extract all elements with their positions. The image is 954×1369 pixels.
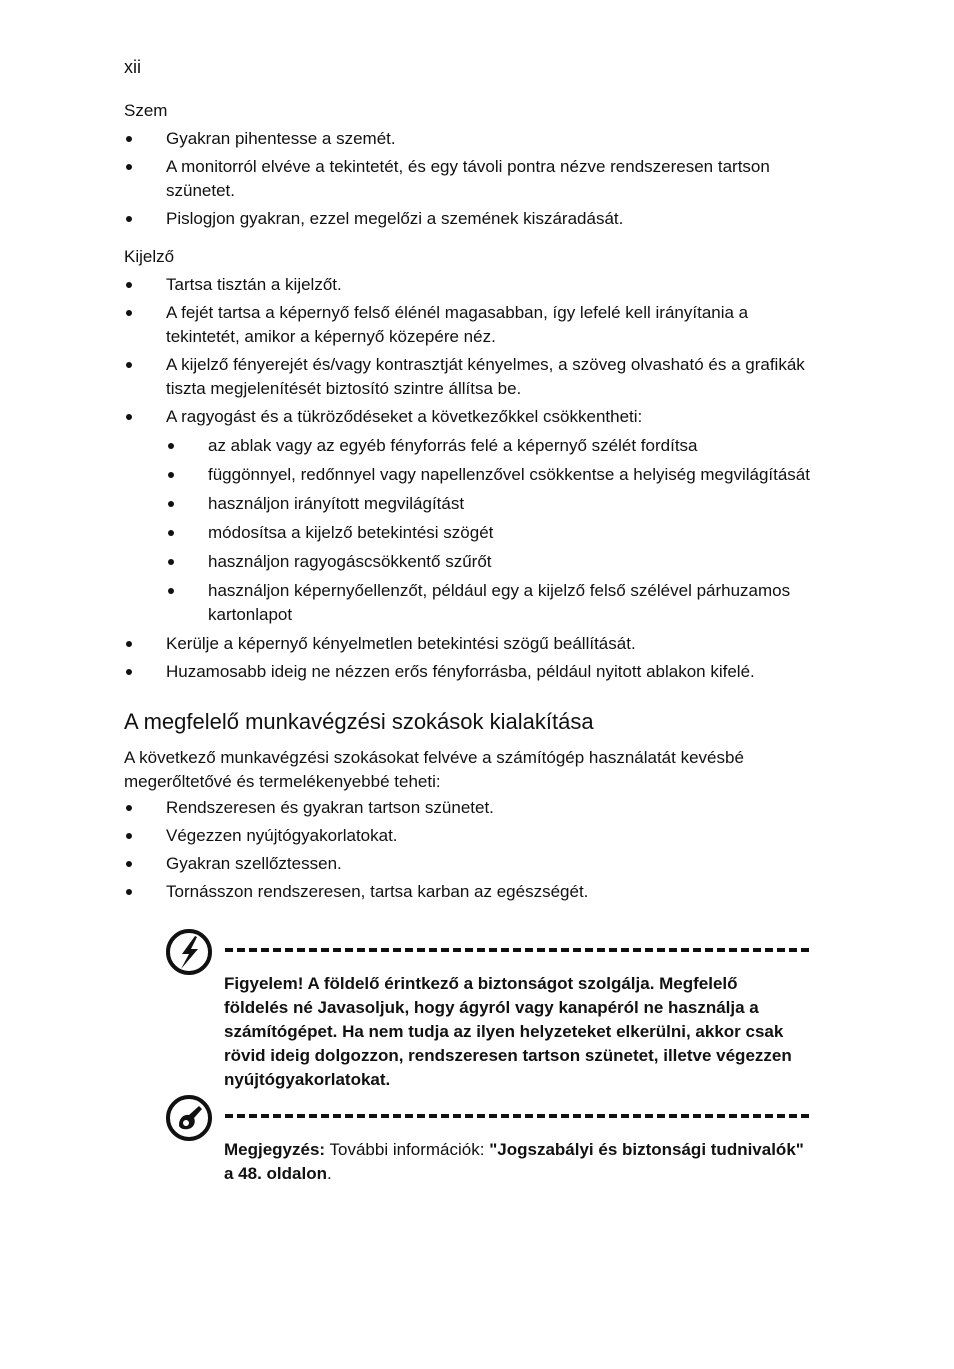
sublist-item: módosítsa a kijelző betekintési szögét <box>166 521 814 545</box>
note-end: . <box>326 1164 332 1183</box>
sublist-item: használjon képernyőellenzőt, például egy a kijelző felső szélével párhuzamos kartonlapot <box>166 579 814 627</box>
eye-list <box>124 127 814 231</box>
list-item: Gyakran pihentesse a szemét. <box>124 127 814 151</box>
display-list <box>124 273 814 684</box>
list-item: Pislogjon gyakran, ezzel megelőzi a szemének kiszáradását. <box>124 207 814 231</box>
sublist-item: használjon ragyogáscsökkentő szűrőt <box>166 550 814 574</box>
note-reference: "Jogszabályi és biztonsági tudnivalók" a 48. oldalon <box>224 1140 804 1183</box>
list-item: Huzamosabb ideig ne nézzen erős fényforrásba, például nyitott ablakon kifelé. <box>124 660 814 684</box>
divider <box>225 1114 809 1118</box>
page-number: xii <box>124 57 141 77</box>
list-item: Tornásszon rendszeresen, tartsa karban az egészségét. <box>124 880 814 904</box>
note-hand-icon <box>165 1094 213 1142</box>
list-item: A monitorról elvéve a tekintetét, és egy távoli pontra nézve rendszeresen tartson szünetet. <box>124 155 814 203</box>
section-title: A megfelelő munkavégzési szokások kialakítása <box>124 709 594 734</box>
main-content <box>124 99 814 908</box>
display-heading: Kijelző <box>124 247 175 266</box>
list-item-text: A ragyogást és a tükröződéseket a következőkkel csökkentheti: <box>166 407 643 426</box>
section-intro: A következő munkavégzési szokásokat felvéve a számítógép használatát kevésbé megerőltetővé és termelékenyebbé teheti: <box>124 748 744 791</box>
habits-list <box>124 796 814 904</box>
note-body: További információk: <box>325 1140 490 1159</box>
list-item: A fejét tartsa a képernyő felső élénél magasabban, így lefelé kell irányítania a tekintetét, amikor a képernyő közepére néz. <box>124 301 814 349</box>
warning-box <box>165 928 815 1093</box>
warning-lightning-icon <box>165 928 213 976</box>
divider <box>225 948 809 952</box>
note-box <box>165 1094 815 1194</box>
eye-heading: Szem <box>124 101 168 120</box>
list-item: Tartsa tisztán a kijelzőt. <box>124 273 814 297</box>
list-item: Végezzen nyújtógyakorlatokat. <box>124 824 814 848</box>
sublist-item: függönnyel, redőnnyel vagy napellenzővel csökkentse a helyiség megvilágítását <box>166 463 814 487</box>
glare-sublist <box>166 434 814 627</box>
list-item-with-sublist <box>124 405 814 627</box>
list-item: Rendszeresen és gyakran tartson szünetet. <box>124 796 814 820</box>
note-text <box>224 1138 804 1186</box>
sublist-item: használjon irányított megvilágítást <box>166 492 814 516</box>
note-label: Megjegyzés: <box>224 1140 326 1159</box>
warning-text: Figyelem! A földelő érintkező a biztonságot szolgálja. Megfelelő földelés né Javasoljuk, hogy ágyról vagy kanapéról ne használja a számítógépet. Ha nem tudja az ilyen helyzeteket elkerülni, akkor csak rövid ideig dolgozzon, rendszeresen tartson szünetet, illetve végezzen nyújtógyakorlatokat. <box>224 974 792 1089</box>
list-item: Kerülje a képernyő kényelmetlen betekintési szögű beállítását. <box>124 632 814 656</box>
sublist-item: az ablak vagy az egyéb fényforrás felé a képernyő szélét fordítsa <box>166 434 814 458</box>
list-item: Gyakran szellőztessen. <box>124 852 814 876</box>
list-item: A kijelző fényerejét és/vagy kontrasztját kényelmes, a szöveg olvasható és a grafikák tiszta megjelenítését biztosító szintre állítsa be. <box>124 353 814 401</box>
